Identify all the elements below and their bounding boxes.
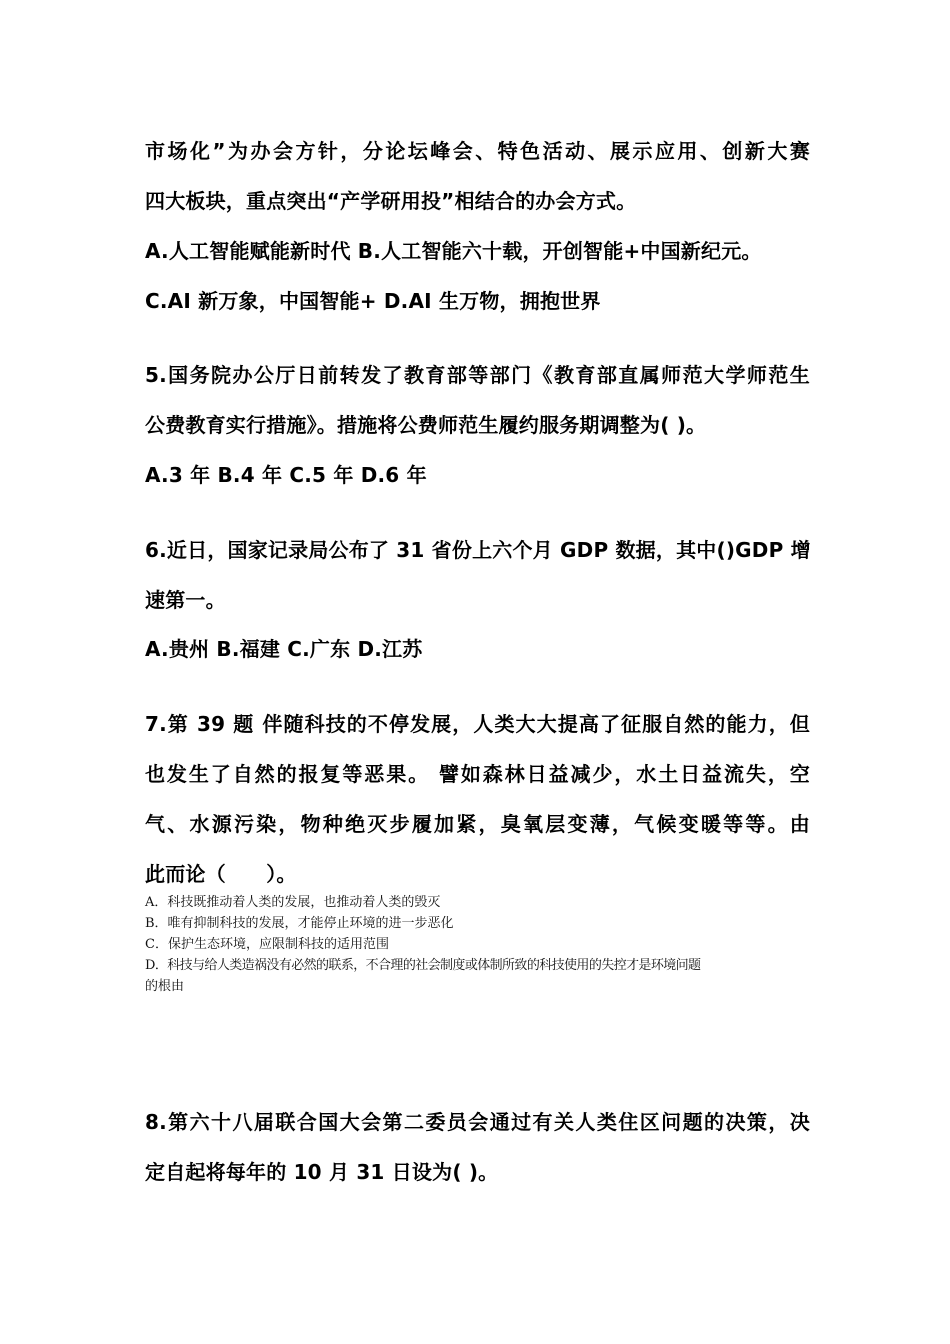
- q6-text-line-1: 6.近日，国家记录局公布了 31 省份上六个月 GDP 数据，其中()GDP 增: [145, 538, 811, 562]
- q5-text-line-1: 5.国务院办公厅日前转发了教育部等部门《教育部直属师范大学师范生: [145, 363, 810, 387]
- q7-option-a: A．科技既推动着人类的发展，也推动着人类的毁灭: [145, 895, 441, 910]
- q8-text-line-1: 8.第六十八届联合国大会第二委员会通过有关人类住区问题的决策，决: [145, 1110, 810, 1134]
- q7-text-line-2: 也发生了自然的报复等恶果。 譬如森林日益减少，水土日益流失，空: [145, 762, 810, 786]
- q5-options: A.3 年 B.4 年 C.5 年 D.6 年: [145, 463, 427, 487]
- q4-options-cd: C.AI 新万象，中国智能+ D.AI 生万物，拥抱世界: [145, 289, 601, 313]
- q8-text-line-2: 定自起将每年的 10 月 31 日设为( )。: [145, 1160, 499, 1184]
- q7-option-c: C．保护生态环境，应限制科技的适用范围: [145, 937, 389, 952]
- q7-text-line-1: 7.第 39 题 伴随科技的不停发展，人类大大提高了征服自然的能力，但: [145, 712, 810, 736]
- q5-text-line-2: 公费教育实行措施》。措施将公费师范生履约服务期调整为( )。: [145, 413, 707, 437]
- q4-text-line-1: 市场化”为办会方针，分论坛峰会、特色活动、展示应用、创新大赛: [145, 139, 810, 163]
- q7-option-d-line-1: D．科技与给人类造祸没有必然的联系，不合理的社会制度或体制所致的科技使用的失控才是环境问题: [145, 958, 701, 973]
- q4-options-ab: A.人工智能赋能新时代 B.人工智能六十载，开创智能+中国新纪元。: [145, 239, 762, 263]
- q4-text-line-2: 四大板块，重点突出“产学研用投”相结合的办会方式。: [145, 189, 637, 213]
- q6-options: A.贵州 B.福建 C.广东 D.江苏: [145, 637, 423, 661]
- q7-option-d-line-2: 的根由: [145, 979, 185, 994]
- q7-text-line-4: 此而论（ ）。: [145, 862, 297, 886]
- q7-option-b: B．唯有抑制科技的发展，才能停止环境的进一步恶化: [145, 916, 454, 931]
- q6-text-line-2: 速第一。: [145, 588, 226, 612]
- q7-text-line-3: 气、水源污染，物种绝灭步履加紧，臭氧层变薄，气候变暖等等。由: [145, 812, 810, 836]
